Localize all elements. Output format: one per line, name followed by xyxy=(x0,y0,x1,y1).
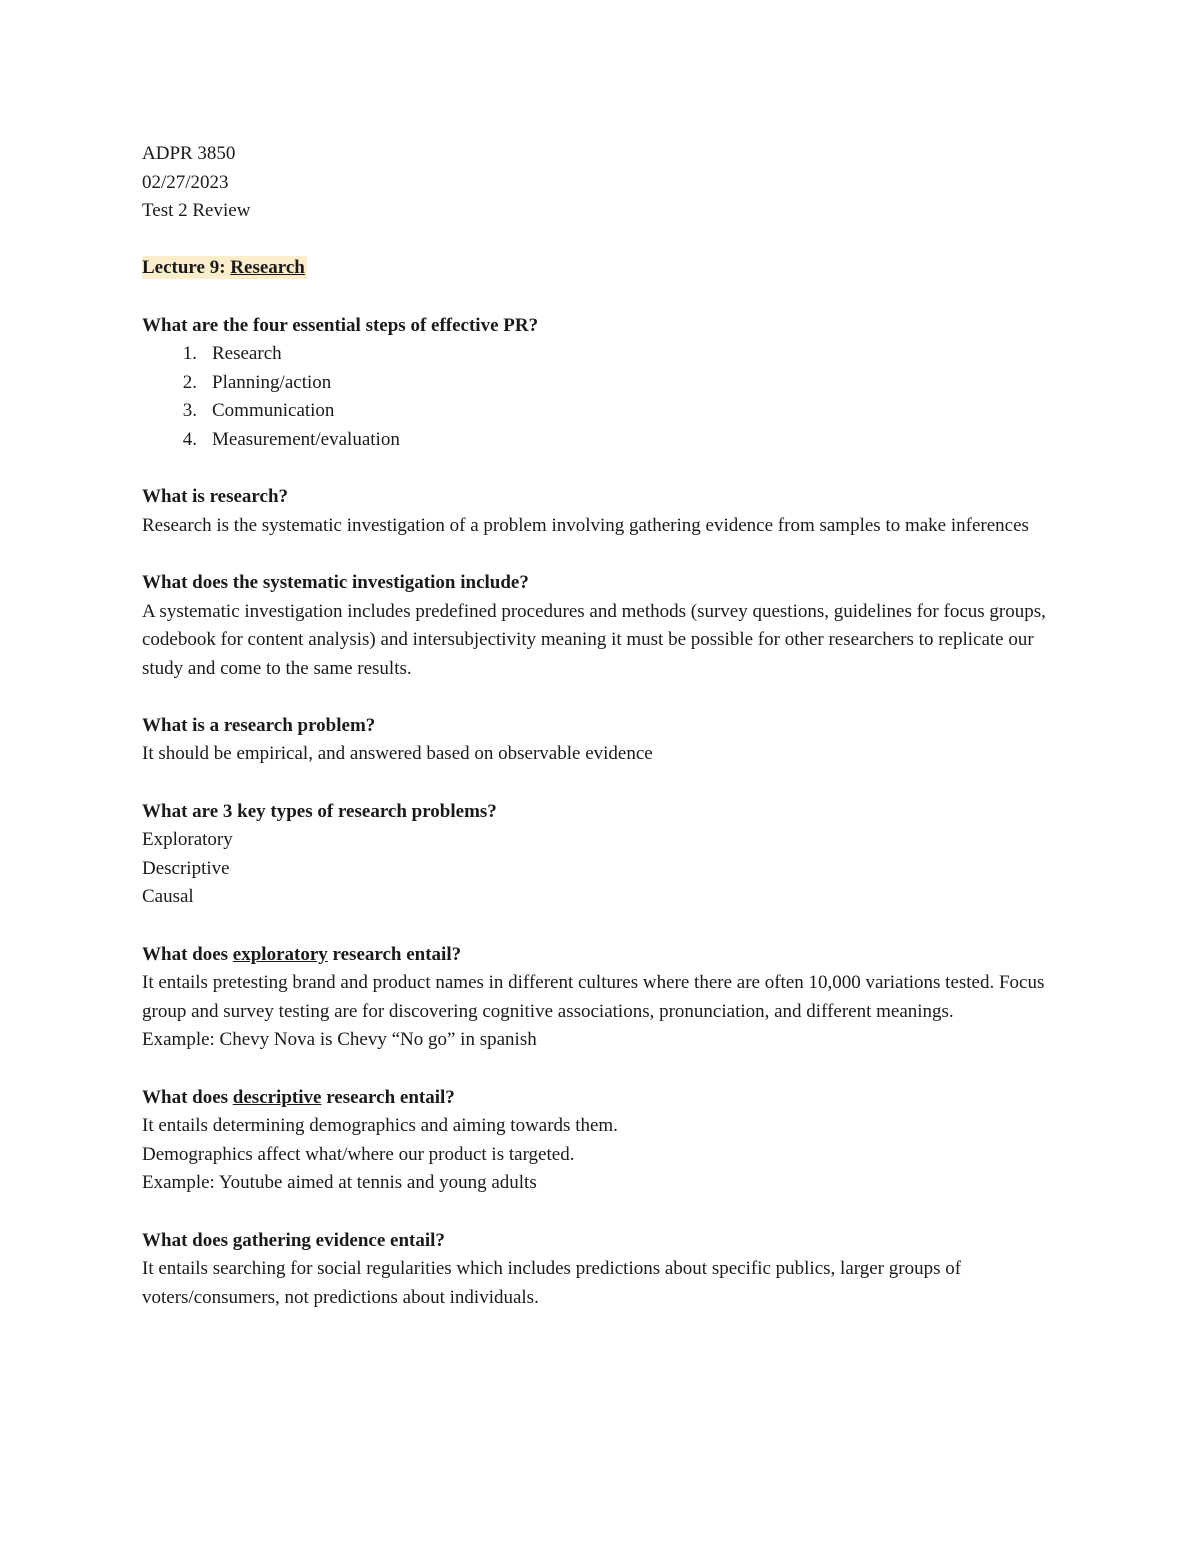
list-number: 4. xyxy=(182,428,197,450)
list-text: Communication xyxy=(212,400,335,422)
answer-descriptive-line: Example: Youtube aimed at tennis and young adults xyxy=(142,1172,537,1194)
list-item xyxy=(182,397,1072,426)
answer-evidence: It entails searching for social regularities which includes predictions about specific publics, larger groups of voters/consumers, not predictions about individuals. xyxy=(142,1258,962,1308)
answer-systematic: A systematic investigation includes predefined procedures and methods (survey questions, guidelines for focus groups, codebook for content analysis) and intersubjectivity meaning it must be possible for other researchers to replicate our study and come to the same results. xyxy=(142,600,1046,679)
answer-problem: It should be empirical, and answered based on observable evidence xyxy=(142,743,653,765)
question-text: research entail? xyxy=(327,943,462,965)
list-text: Measurement/evaluation xyxy=(212,428,400,450)
document-date: 02/27/2023 xyxy=(142,171,229,193)
type-item: Descriptive xyxy=(142,857,230,879)
lecture-prefix: Lecture 9: xyxy=(142,257,231,279)
type-item: Causal xyxy=(142,886,194,908)
question-evidence: What does gathering evidence entail? xyxy=(142,1229,445,1251)
list-text: Research xyxy=(212,343,282,365)
course-code: ADPR 3850 xyxy=(142,143,236,164)
answer-descriptive-line: It entails determining demographics and aiming towards them. xyxy=(142,1115,618,1137)
question-types: What are 3 key types of research problems? xyxy=(142,800,497,822)
question-exploratory xyxy=(142,941,1072,970)
question-keyword: exploratory xyxy=(232,943,328,965)
list-number: 1. xyxy=(182,343,197,365)
document-title: Test 2 Review xyxy=(142,200,251,222)
question-steps: What are the four essential steps of effective PR? xyxy=(142,314,539,336)
list-item xyxy=(182,369,1072,398)
lecture-heading xyxy=(142,254,1072,283)
answer-research: Research is the systematic investigation of a problem involving gathering evidence from samples to make inferences xyxy=(142,514,1029,536)
list-number: 3. xyxy=(182,400,197,422)
question-descriptive xyxy=(142,1084,1072,1113)
type-item: Exploratory xyxy=(142,829,233,851)
example-exploratory: Example: Chevy Nova is Chevy “No go” in spanish xyxy=(142,1029,537,1051)
list-item xyxy=(182,340,1072,369)
question-problem: What is a research problem? xyxy=(142,714,376,736)
question-systematic: What does the systematic investigation include? xyxy=(142,571,529,593)
question-keyword: descriptive xyxy=(232,1086,322,1108)
answer-descriptive-line: Demographics affect what/where our product is targeted. xyxy=(142,1143,575,1165)
lecture-topic: Research xyxy=(230,257,305,279)
document-page xyxy=(142,140,1072,1312)
question-text: research entail? xyxy=(321,1086,455,1108)
answer-exploratory: It entails pretesting brand and product names in different cultures where there are often 10,000 variations tested. Focus group and survey testing are for discovering cognitive associations, pronunciation, and different meanings. xyxy=(142,972,1045,1022)
question-text: What does xyxy=(142,1086,233,1108)
list-item xyxy=(182,426,1072,455)
question-research: What is research? xyxy=(142,486,289,508)
question-text: What does xyxy=(142,943,233,965)
list-text: Planning/action xyxy=(212,371,332,393)
steps-list xyxy=(142,340,1072,454)
list-number: 2. xyxy=(182,371,197,393)
